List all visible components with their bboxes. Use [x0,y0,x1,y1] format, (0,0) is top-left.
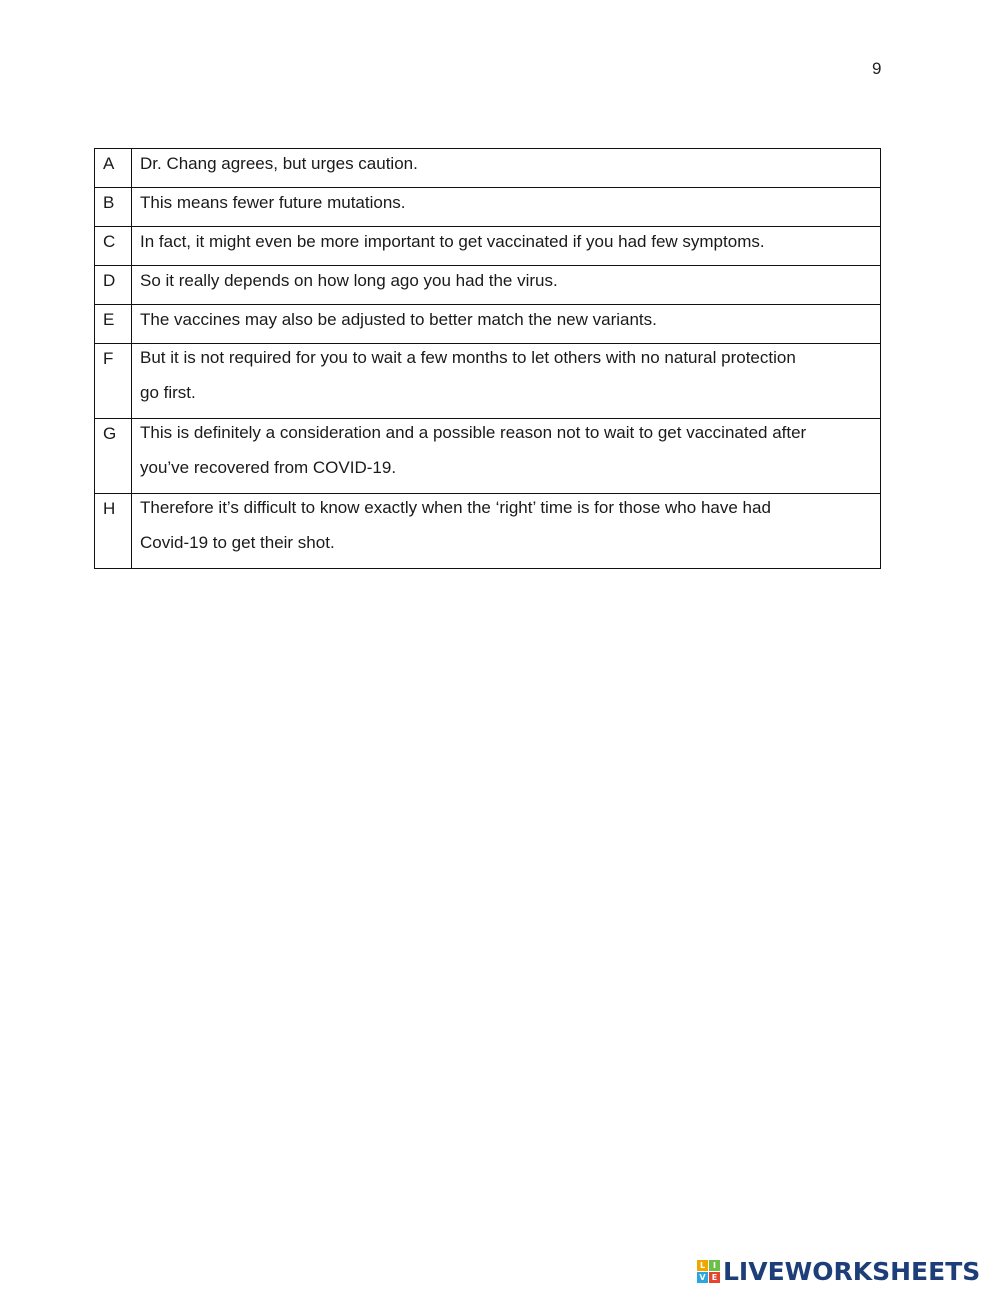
option-letter: B [95,188,132,227]
option-letter: H [95,494,132,569]
liveworksheets-logo-icon [697,1260,720,1283]
option-text: This is definitely a consideration and a possible reason not to wait to get vaccinated after you’ve recovered from COVID-19. [132,419,881,494]
logo-square: V [697,1272,708,1283]
option-letter: F [95,344,132,419]
options-table [94,148,881,569]
option-letter: E [95,305,132,344]
option-text: In fact, it might even be more important to get vaccinated if you had few symptoms. [132,227,881,266]
table-row [95,266,881,305]
table-row [95,344,881,419]
option-letter: G [95,419,132,494]
table-row [95,227,881,266]
table-row [95,494,881,569]
table-row [95,419,881,494]
logo-square: I [709,1260,720,1271]
option-text: The vaccines may also be adjusted to better match the new variants. [132,305,881,344]
option-letter: A [95,149,132,188]
logo-square: L [697,1260,708,1271]
option-letter: D [95,266,132,305]
table-row [95,305,881,344]
option-text: But it is not required for you to wait a few months to let others with no natural protection go first. [132,344,881,419]
option-text: Therefore it’s difficult to know exactly when the ‘right’ time is for those who have had Covid-19 to get their shot. [132,494,881,569]
option-text: Dr. Chang agrees, but urges caution. [132,149,881,188]
page-number: 9 [872,59,882,78]
option-text: So it really depends on how long ago you had the virus. [132,266,881,305]
option-text: This means fewer future mutations. [132,188,881,227]
table-row [95,149,881,188]
table-row [95,188,881,227]
option-letter: C [95,227,132,266]
logo-square: E [709,1272,720,1283]
liveworksheets-brand [697,1255,980,1287]
brand-text: LIVEWORKSHEETS [723,1256,981,1286]
